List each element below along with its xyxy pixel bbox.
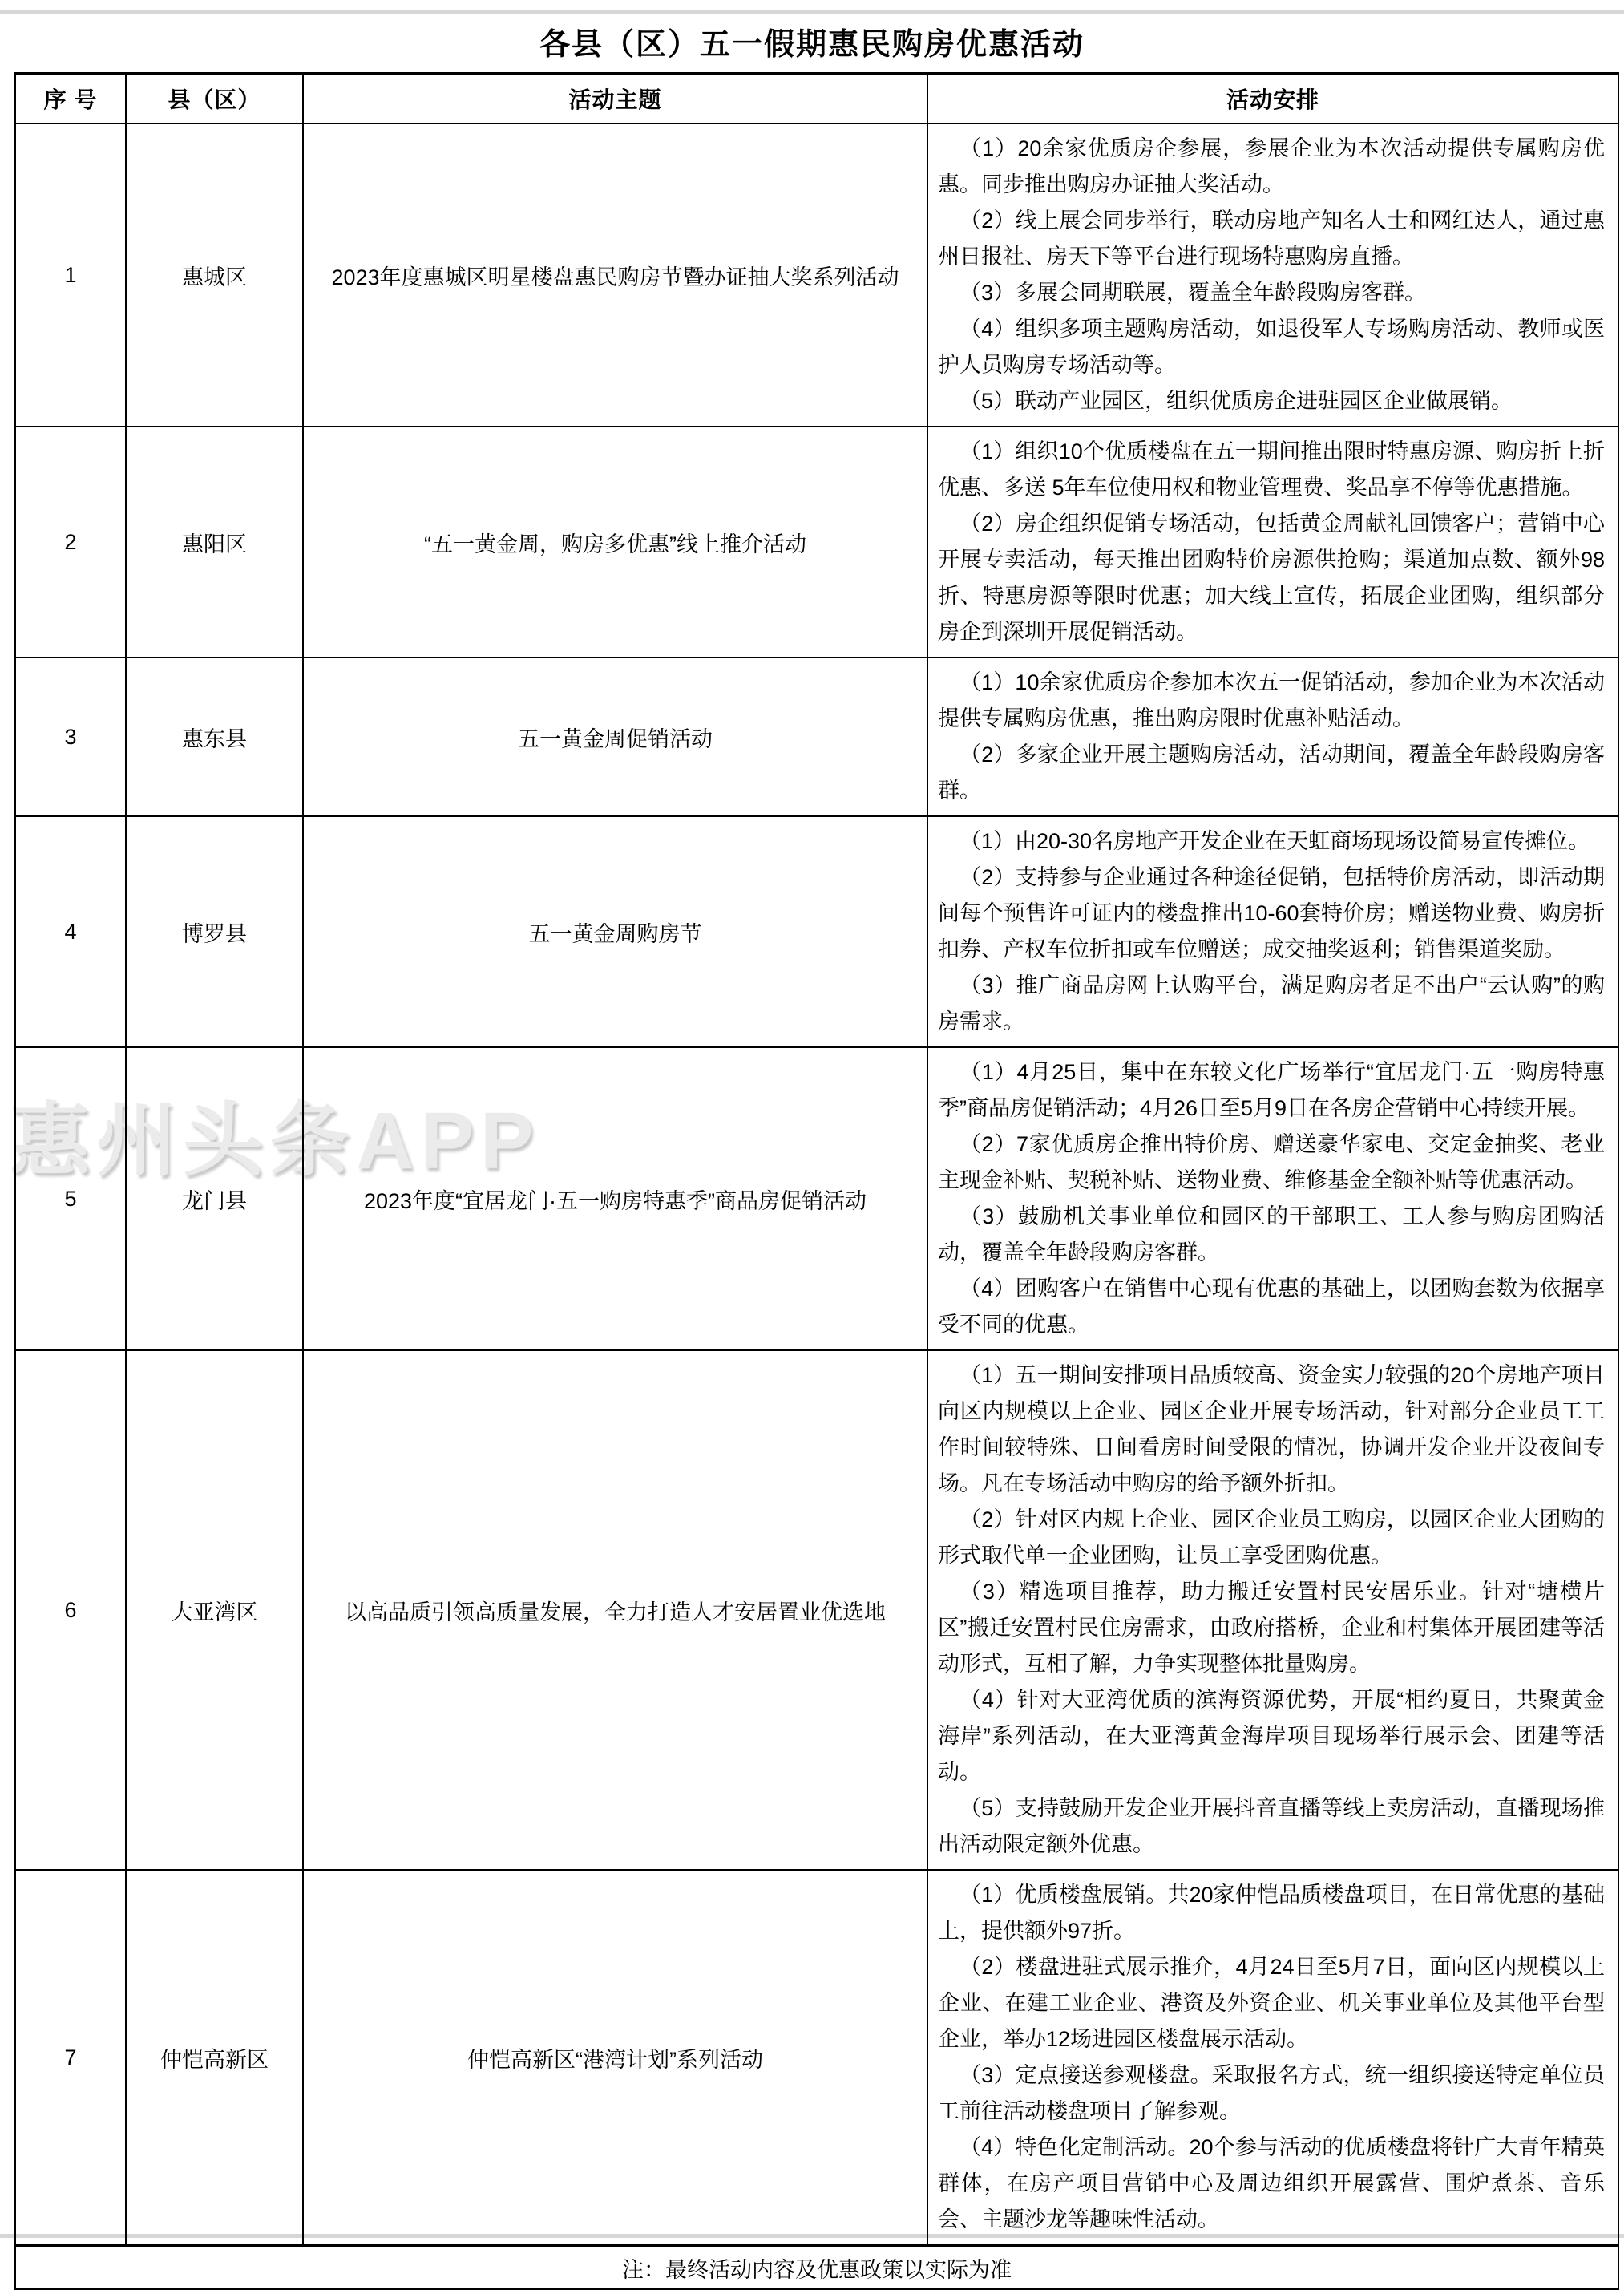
arrangement-item: （3）精选项目推荐，助力搬迁安置村民安居乐业。针对“塘横片区”搬迁安置村民住房需求，由政府搭桥，企业和村集体开展团建等活动形式，互相了解，力争实现整体批量购房。: [938, 1580, 1605, 1676]
district-cell: 大亚湾区: [126, 1350, 303, 1870]
arrangement-item: （2）楼盘进驻式展示推介，4月24日至5月7日，面向区内规模以上企业、在建工业企业、港资及外资企业、机关事业单位及其他平台型企业，举办12场进园区楼盘展示活动。: [938, 1955, 1605, 2051]
row-number: 2: [15, 427, 126, 657]
table-row: [15, 1870, 1618, 2246]
theme-cell: 五一黄金周购房节: [303, 816, 927, 1047]
district-cell: 博罗县: [126, 816, 303, 1047]
arrangement-item: （4）组织多项主题购房活动，如退役军人专场购房活动、教师或医护人员购房专场活动等。: [938, 317, 1605, 377]
arrangement-item: （1）10余家优质房企参加本次五一促销活动，参加企业为本次活动提供专属购房优惠，推出购房限时优惠补贴活动。: [938, 670, 1605, 730]
arrangement-item: （2）线上展会同步举行，联动房地产知名人士和网红达人，通过惠州日报社、房天下等平台进行现场特惠购房直播。: [938, 208, 1605, 269]
arrangement-cell: [927, 816, 1618, 1047]
header-serial-number: 序 号: [15, 74, 126, 124]
arrangement-item: （3）鼓励机关事业单位和园区的干部职工、工人参与购房团购活动，覆盖全年龄段购房客群。: [938, 1204, 1605, 1264]
arrangement-item: （1）优质楼盘展销。共20家仲恺品质楼盘项目，在日常优惠的基础上，提供额外97折。: [938, 1883, 1605, 1943]
arrangement-item: （3）多展会同期联展，覆盖全年龄段购房客群。: [959, 281, 1427, 305]
arrangement-item: （2）7家优质房企推出特价房、赠送豪华家电、交定金抽奖、老业主现金补贴、契税补贴、送物业费、维修基金全额补贴等优惠活动。: [938, 1132, 1605, 1192]
theme-cell: 以高品质引领高质量发展，全力打造人才安居置业优选地: [303, 1350, 927, 1870]
row-number: 4: [15, 816, 126, 1047]
arrangement-cell: [927, 1047, 1618, 1350]
header-activity-arrangement: 活动安排: [927, 74, 1618, 124]
arrangement-cell: [927, 657, 1618, 816]
page-edge-top: [0, 10, 1624, 14]
arrangement-item: （4）针对大亚湾优质的滨海资源优势，开展“相约夏日，共聚黄金海岸”系列活动，在大亚湾黄金海岸项目现场举行展示会、团建等活动。: [938, 1688, 1605, 1784]
arrangement-item: （2）房企组织促销专场活动，包括黄金周献礼回馈客户；营销中心开展专卖活动，每天推出团购特价房源供抢购；渠道加点数、额外98折、特惠房源等限时优惠；加大线上宣传，拓展企业团购，组织部分房企到深圳开展促销活动。: [938, 512, 1605, 644]
arrangement-item: （1）20余家优质房企参展，参展企业为本次活动提供专属购房优惠。同步推出购房办证抽大奖活动。: [938, 136, 1605, 196]
header-row: [15, 74, 1618, 124]
arrangement-cell: [927, 1870, 1618, 2246]
district-cell: 惠阳区: [126, 427, 303, 657]
table-row: [15, 123, 1618, 427]
theme-cell: 2023年度“宜居龙门·五一购房特惠季”商品房促销活动: [303, 1047, 927, 1350]
arrangement-cell: [927, 123, 1618, 427]
row-number: 3: [15, 657, 126, 816]
row-number: 5: [15, 1047, 126, 1350]
arrangement-cell: [927, 1350, 1618, 1870]
arrangement-item: （5）支持鼓励开发企业开展抖音直播等线上卖房活动，直播现场推出活动限定额外优惠。: [938, 1796, 1605, 1856]
district-cell: 仲恺高新区: [126, 1870, 303, 2246]
arrangement-item: （3）推广商品房网上认购平台，满足购房者足不出户“云认购”的购房需求。: [938, 973, 1605, 1034]
table-row: [15, 1350, 1618, 1870]
arrangement-item: （5）联动产业园区，组织优质房企进驻园区企业做展销。: [959, 389, 1513, 413]
arrangement-item: （1）五一期间安排项目品质较高、资金实力较强的20个房地产项目向区内规模以上企业、园区企业开展专场活动，针对部分企业员工工作时间较特殊、日间看房时间受限的情况，协调开发企业开设夜间专场。凡在专场活动中购房的给予额外折扣。: [938, 1363, 1605, 1495]
theme-cell: 仲恺高新区“港湾计划”系列活动: [303, 1870, 927, 2246]
arrangement-item: （4）特色化定制活动。20个参与活动的优质楼盘将针广大青年精英群体，在房产项目营销中心及周边组织开展露营、围炉煮茶、音乐会、主题沙龙等趣味性活动。: [938, 2135, 1605, 2231]
arrangement-cell: [927, 427, 1618, 657]
table-row: [15, 657, 1618, 816]
watermark-text: 惠州头条APP: [10, 1096, 540, 1186]
arrangement-item: （1）4月25日，集中在东较文化广场举行“宜居龙门·五一购房特惠季”商品房促销活动；4月26日至5月9日在各房企营销中心持续开展。: [938, 1060, 1605, 1120]
header-activity-theme: 活动主题: [303, 74, 927, 124]
table-note: 注：最终活动内容及优惠政策以实际为准: [15, 2246, 1618, 2290]
table-row: [15, 427, 1618, 657]
note-row: [15, 2246, 1618, 2290]
arrangement-item: （1）由20-30名房地产开发企业在天虹商场现场设简易宣传摊位。: [959, 829, 1590, 853]
district-cell: 惠城区: [126, 123, 303, 427]
row-number: 7: [15, 1870, 126, 2246]
row-number: 6: [15, 1350, 126, 1870]
header-district: 县（区）: [126, 74, 303, 124]
arrangement-item: （2）支持参与企业通过各种途径促销，包括特价房活动，即活动期间每个预售许可证内的楼盘推出10-60套特价房；赠送物业费、购房折扣券、产权车位折扣或车位赠送；成交抽奖返利；销售渠道奖励。: [938, 865, 1605, 961]
arrangement-item: （2）多家企业开展主题购房活动，活动期间，覆盖全年龄段购房客群。: [938, 742, 1605, 803]
arrangement-item: （2）针对区内规上企业、园区企业员工购房，以园区企业大团购的形式取代单一企业团购，让员工享受团购优惠。: [938, 1507, 1605, 1568]
page-title: 各县（区）五一假期惠民购房优惠活动: [539, 28, 1085, 62]
activities-table: [14, 72, 1619, 2290]
arrangement-item: （3）定点接送参观楼盘。采取报名方式，统一组织接送特定单位员工前往活动楼盘项目了解参观。: [938, 2063, 1605, 2123]
theme-cell: 五一黄金周促销活动: [303, 657, 927, 816]
theme-cell: 2023年度惠城区明星楼盘惠民购房节暨办证抽大奖系列活动: [303, 123, 927, 427]
arrangement-item: （1）组织10个优质楼盘在五一期间推出限时特惠房源、购房折上折优惠、多送 5年车位使用权和物业管理费、奖品享不停等优惠措施。: [938, 439, 1605, 500]
table-row: [15, 1047, 1618, 1350]
table-row: [15, 816, 1618, 1047]
district-cell: 龙门县: [126, 1047, 303, 1350]
arrangement-item: （4）团购客户在销售中心现有优惠的基础上，以团购套数为依据享受不同的优惠。: [938, 1276, 1605, 1337]
district-cell: 惠东县: [126, 657, 303, 816]
row-number: 1: [15, 123, 126, 427]
theme-cell: “五一黄金周，购房多优惠”线上推介活动: [303, 427, 927, 657]
